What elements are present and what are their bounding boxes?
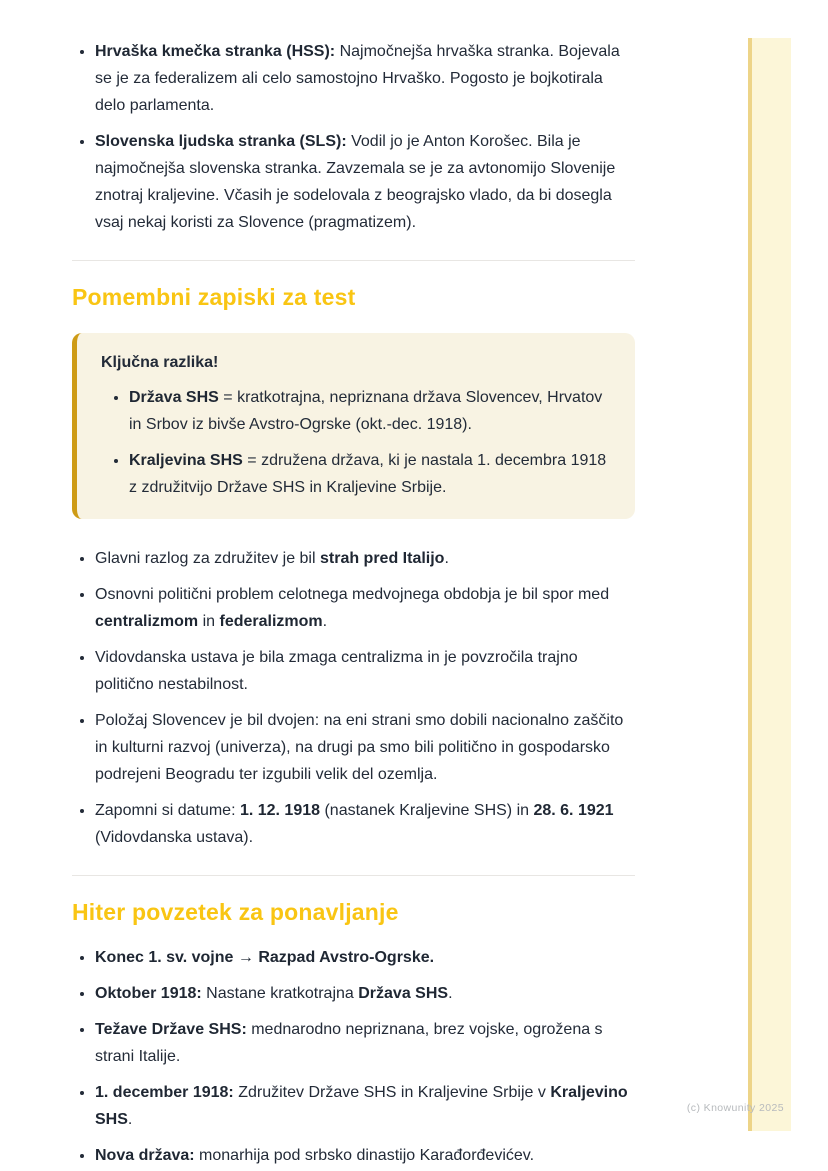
callout-list bbox=[101, 384, 609, 501]
body-text: Najmočnejša hrvaška stranka. Bojevala se je za federalizem ali celo samostojno Hrvaško. Pogosto je bojkotirala delo parlamenta. bbox=[95, 43, 620, 114]
list-item bbox=[129, 447, 609, 501]
bold-text: Nova država: bbox=[95, 1147, 195, 1164]
list-item bbox=[95, 38, 635, 119]
list-item bbox=[95, 1142, 635, 1169]
key-difference-callout bbox=[72, 333, 635, 519]
list-item bbox=[95, 1016, 635, 1070]
bold-text: 1. 12. 1918 bbox=[239, 802, 321, 819]
section-title-notes: Pomembni zapiski za test bbox=[72, 284, 356, 310]
list-item bbox=[95, 545, 635, 572]
list-item bbox=[95, 644, 635, 698]
bold-text: Država SHS bbox=[358, 985, 449, 1002]
body-text: . bbox=[444, 550, 449, 567]
body-text: in bbox=[198, 613, 220, 630]
body-text: mednarodno nepriznana, brez vojske, ogrožena s strani Italije. bbox=[95, 1021, 603, 1065]
body-text: Osnovni politični problem celotnega medvojnega obdobja je bil spor med bbox=[95, 586, 610, 603]
copyright-watermark: (c) Knowunity 2025 bbox=[686, 1102, 784, 1114]
section-divider bbox=[72, 875, 635, 876]
bold-text: Država SHS bbox=[129, 389, 219, 406]
body-text: monarhija pod srbsko dinastijo Karađorđevićev. bbox=[194, 1147, 535, 1164]
body-text: Glavni razlog za združitev je bil bbox=[95, 550, 320, 567]
body-text: = kratkotrajna, nepriznana država Slovencev, Hrvatov in Srbov iz bivše Avstro-Ogrske (okt.-dec. 1918). bbox=[129, 389, 603, 433]
body-text: Vidovdanska ustava je bila zmaga centralizma in je povzročila trajno politično nestabilnost. bbox=[95, 649, 578, 693]
bold-text: Kraljevina SHS bbox=[129, 452, 243, 469]
body-text: (nastanek Kraljevine SHS) in bbox=[320, 802, 534, 819]
bold-text: Oktober 1918: bbox=[95, 985, 202, 1002]
bold-text: Težave Države SHS: bbox=[95, 1021, 247, 1038]
list-item bbox=[129, 384, 609, 438]
section-divider bbox=[72, 260, 635, 261]
list-item bbox=[95, 1079, 635, 1133]
body-text: = združena država, ki je nastala 1. decembra 1918 z združitvijo Države SHS in Kraljevine Srbije. bbox=[129, 452, 607, 496]
list-item bbox=[95, 980, 635, 1007]
list-item bbox=[95, 944, 635, 971]
list-item bbox=[95, 707, 635, 788]
body-text: Vodil jo je Anton Korošec. Bila je najmočnejša slovenska stranka. Zavzemala se je za avtonomijo Slovenije znotraj kraljevine. Včasih je sodelovala z beograjsko vlado, da bi dosegla vsaj nekaj koristi za Slovence (pragmatizem). bbox=[95, 133, 616, 231]
body-text: (Vidovdanska ustava). bbox=[95, 829, 254, 846]
notes-list bbox=[72, 545, 635, 851]
section-title-summary: Hiter povzetek za ponavljanje bbox=[72, 899, 399, 925]
bold-text: federalizmom bbox=[219, 613, 323, 630]
body-text: . bbox=[322, 613, 328, 630]
body-text: Združitev Države SHS in Kraljevine Srbije v bbox=[233, 1084, 551, 1101]
party-list bbox=[72, 38, 635, 236]
list-item bbox=[95, 797, 635, 851]
bold-text: 1. december 1918: bbox=[95, 1084, 234, 1101]
bold-text: Kraljevino SHS bbox=[95, 1084, 628, 1128]
bold-text: centralizmom bbox=[95, 613, 199, 630]
body-text: Zapomni si datume: bbox=[95, 802, 240, 819]
bold-text: Slovenska ljudska stranka (SLS): bbox=[95, 133, 347, 150]
bold-text: Hrvaška kmečka stranka (HSS): bbox=[95, 43, 336, 60]
bold-text: strah pred Italijo bbox=[319, 550, 445, 567]
body-text: . bbox=[448, 985, 453, 1002]
document-content bbox=[72, 38, 635, 1169]
body-text: . bbox=[127, 1111, 133, 1128]
list-item bbox=[95, 581, 635, 635]
page-accent-stripe bbox=[748, 38, 791, 1131]
summary-list bbox=[72, 944, 635, 1169]
body-text: Položaj Slovencev je bil dvojen: na eni strani smo dobili nacionalno zaščito in kulturni razvoj (univerza), na drugi pa smo bili politično in gospodarsko podrejeni Beogradu ter izgubili velik del ozemlja. bbox=[95, 712, 624, 783]
bold-text: 28. 6. 1921 bbox=[533, 802, 614, 819]
bold-text: Konec 1. sv. vojne → Razpad Avstro-Ogrske. bbox=[95, 949, 435, 966]
callout-title: Ključna razlika! bbox=[101, 354, 219, 371]
list-item bbox=[95, 128, 635, 236]
body-text: Nastane kratkotrajna bbox=[201, 985, 359, 1002]
